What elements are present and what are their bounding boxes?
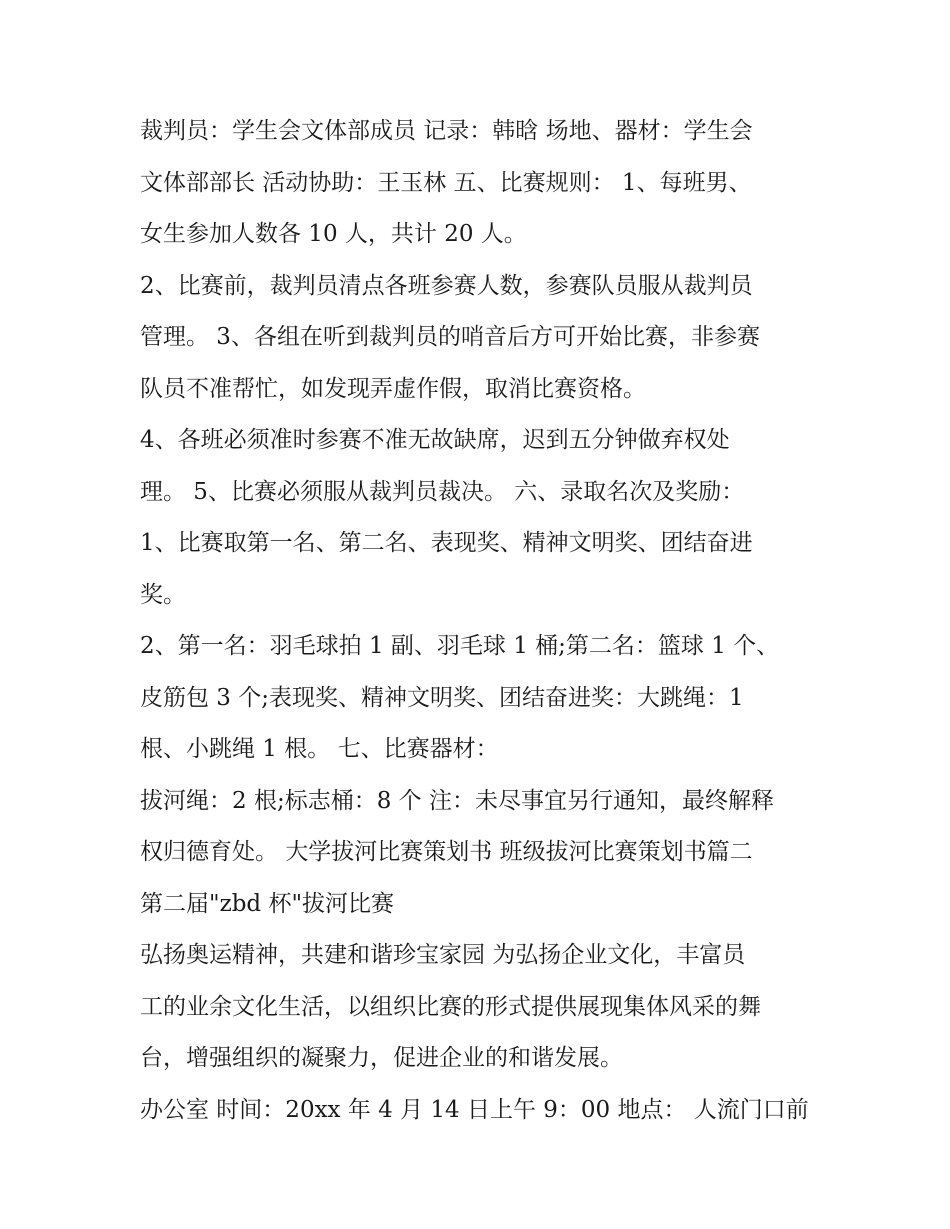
paragraph-purpose <box>140 930 820 1085</box>
text-line: 女生参加人数各 10 人，共计 20 人。 <box>140 221 527 247</box>
text-line: 理。 5、比赛必须服从裁判员裁决。 六、录取名次及奖励： <box>140 478 745 505</box>
text-line: 奖。 <box>140 581 186 608</box>
text-line: 管理。 3、各组在听到裁判员的哨音后方可开始比赛，非参赛 <box>140 324 760 350</box>
text-line: 裁判员：学生会文体部成员 记录：韩晗 场地、器材：学生会 <box>140 118 753 144</box>
text-line: 台，增强组织的凝聚力，促进企业的和谐发展。 <box>140 1045 623 1071</box>
paragraph-equipment <box>140 776 820 931</box>
paragraph-time-location <box>140 1085 820 1137</box>
paragraph-awards <box>140 621 820 776</box>
text-line: 4、各班必须准时参赛不准无故缺席，迟到五分钟做弃权处 <box>140 427 730 453</box>
document-page <box>140 106 820 1136</box>
text-line: 弘扬奥运精神，共建和谐珍宝家园 为弘扬企业文化，丰富员 <box>140 942 746 968</box>
text-line: 第二届"zbd 杯"拔河比赛 <box>140 890 395 917</box>
text-line: 拔河绳：2 根;标志桶：8 个 注：未尽事宜另行通知，最终解释 <box>140 787 774 814</box>
text-line: 皮筋包 3 个;表现奖、精神文明奖、团结奋进奖：大跳绳：1 <box>140 684 744 711</box>
text-line: 队员不准帮忙，如发现弄虚作假，取消比赛资格。 <box>140 375 646 402</box>
text-line: 办公室 时间：20xx 年 4 月 14 日上午 9：00 地点： 人流门口前 <box>140 1096 809 1123</box>
paragraph-rule-4 <box>140 415 820 621</box>
paragraph-rule-2 <box>140 261 820 416</box>
paragraph-referees <box>140 106 820 261</box>
text-line: 工的业余文化生活，以组织比赛的形式提供展现集体风采的舞 <box>140 993 761 1020</box>
text-line: 根、小跳绳 1 根。 七、比赛器材： <box>140 736 499 762</box>
text-line: 2、第一名：羽毛球拍 1 副、羽毛球 1 桶;第二名：篮球 1 个、 <box>140 633 780 659</box>
text-line: 权归德育处。 大学拔河比赛策划书 班级拔河比赛策划书篇二 <box>140 839 753 865</box>
text-line: 1、比赛取第一名、第二名、表现奖、精神文明奖、团结奋进 <box>140 530 753 556</box>
text-line: 文体部部长 活动协助：王玉林 五、比赛规则： 1、每班男、 <box>140 169 752 196</box>
text-line: 2、比赛前，裁判员清点各班参赛人数，参赛队员服从裁判员 <box>140 272 753 299</box>
